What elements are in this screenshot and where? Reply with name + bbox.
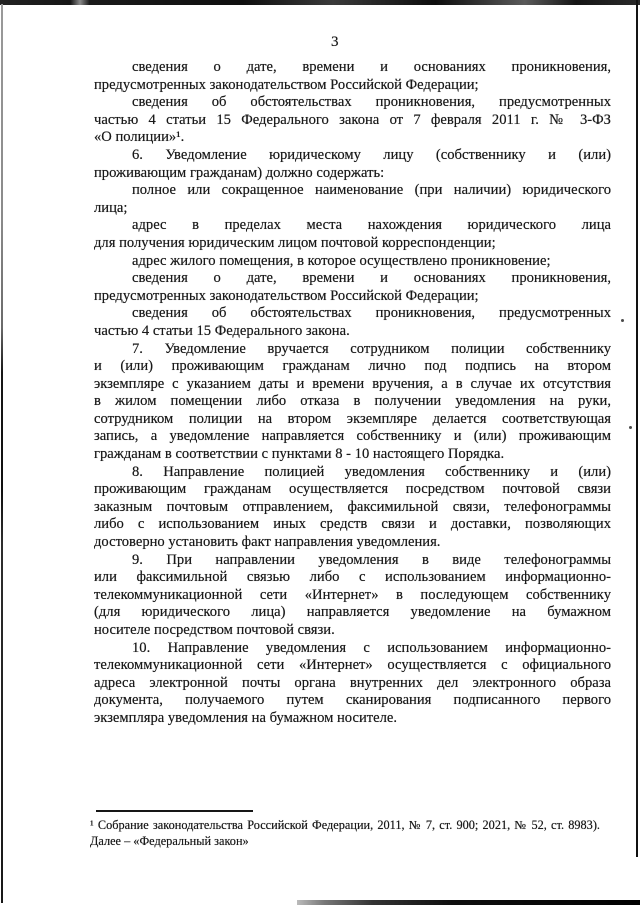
text-line: 6. Уведомление юридическому лицу (собственнику и (или): [132, 146, 611, 163]
page-number: 3: [331, 34, 339, 50]
text-line: для получения юридическим лицом почтовой корреспонденции;: [94, 234, 496, 251]
text-line: частью 4 статьи 15 Федерального закона от 7 февраля 2011 г. № 3-ФЗ: [94, 111, 611, 128]
text-line: телекоммуникационной сети «Интернет» осуществляется с официального: [94, 657, 611, 674]
text-line: носителе посредством почтовой связи.: [94, 622, 335, 638]
text-line: сведения об обстоятельствах проникновения, предусмотренных: [132, 94, 611, 111]
text-line: телекоммуникационной сети «Интернет» в последующем собственнику: [94, 586, 611, 603]
text-line: экземпляре с указанием даты и времени вручения, а в случае их отсутствия: [94, 375, 611, 392]
text-line: гражданам в соответствии с пунктами 8 - 10 настоящего Порядка.: [94, 446, 505, 463]
text-line: сведения о дате, времени и основаниях проникновения,: [132, 59, 611, 75]
text-line: «О полиции»¹.: [94, 129, 185, 146]
text-line: документа, получаемого путем сканирования подписанного первого: [94, 692, 611, 709]
text-line: частью 4 статьи 15 Федерального закона.: [94, 322, 350, 339]
text-line: сведения о дате, времени и основаниях проникновения,: [132, 270, 611, 287]
text-line: проживающим гражданам осуществляется посредством почтовой связи: [94, 481, 611, 498]
document-body: [94, 59, 611, 728]
text-line: 10. Направление уведомления с использованием информационно-: [132, 639, 611, 656]
text-line: экземпляра уведомления на бумажном носителе.: [94, 709, 398, 726]
scan-artifact-right-edge: [636, 0, 638, 857]
text-line: лица;: [94, 199, 128, 216]
text-line: 8. Направление полицией уведомления собственнику и (или): [132, 463, 611, 480]
text-line: предусмотренных законодательством Российской Федерации;: [94, 287, 479, 304]
scan-artifact-top-edge: [0, 0, 640, 5]
text-line: 7. Уведомление вручается сотрудником полиции собственнику: [132, 340, 611, 357]
text-line: предусмотренных законодательством Российской Федерации;: [94, 76, 479, 93]
text-line: адреса электронной почты органа внутренних дел электронного образа: [94, 674, 611, 691]
footnote-separator: [96, 810, 253, 812]
text-line: ¹ Собрание законодательства Российской Федерации, 2011, № 7, ст. 900; 2021, № 52, ст. 8983).: [90, 818, 600, 832]
text-line: полное или сокращенное наименование (при наличии) юридического: [132, 182, 611, 199]
text-line: сведения об обстоятельствах проникновения, предусмотренных: [132, 305, 611, 322]
text-line: (для юридического лица) направляется уведомление на бумажном: [94, 604, 611, 621]
text-line: достоверно установить факт направления уведомления.: [94, 534, 441, 551]
footnote: [90, 818, 600, 849]
scan-speck: [629, 426, 632, 429]
scan-artifact-bottom-edge: [297, 900, 640, 905]
scan-speck: [621, 319, 624, 322]
text-line: сотрудником полиции на втором экземпляре делается соответствующая: [94, 410, 611, 427]
text-line: в жилом помещении либо отказа в получении уведомления на руки,: [94, 393, 611, 410]
text-line: Далее – «Федеральный закон»: [90, 833, 249, 848]
text-line: заказным почтовым отправлением, факсимильной связи, телефонограммы: [94, 498, 611, 515]
text-line: и (или) проживающим гражданам лично под подпись на втором: [94, 358, 611, 375]
text-line: адрес в пределах места нахождения юридического лица: [132, 217, 611, 234]
scan-artifact-left-edge: [1, 4, 3, 903]
text-line: 9. При направлении уведомления в виде телефонограммы: [132, 551, 611, 568]
text-line: или факсимильной связью либо с использованием информационно-: [94, 569, 611, 586]
text-line: проживающим гражданам) должно содержать:: [94, 164, 385, 181]
text-line: адрес жилого помещения, в которое осуществлено проникновение;: [132, 252, 551, 269]
text-line: запись, а уведомление направляется собственнику и (или) проживающим: [94, 428, 611, 445]
text-line: либо с использованием иных средств связи и доставки, позволяющих: [94, 516, 611, 533]
